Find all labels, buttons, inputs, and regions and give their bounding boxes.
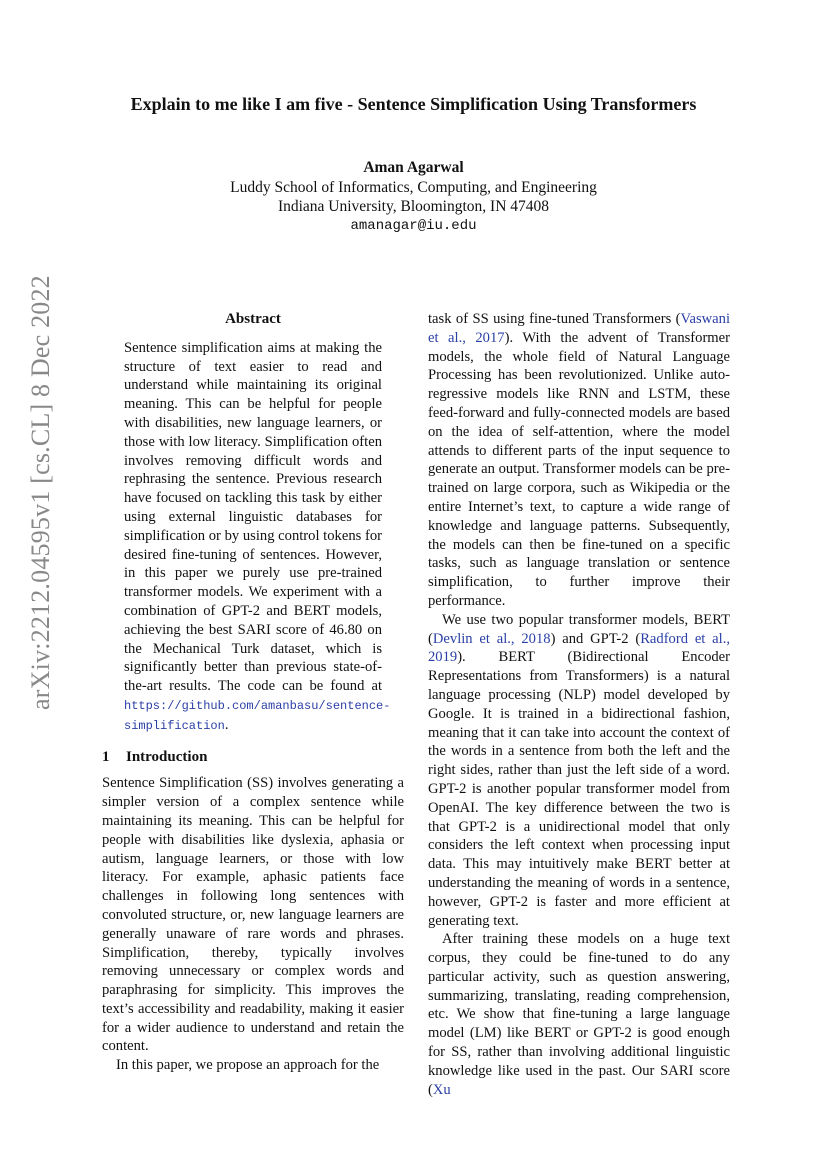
intro-paragraph-2: In this paper, we propose an approach for the <box>116 1057 380 1074</box>
author-block <box>0 158 827 236</box>
right-paragraph-1 <box>428 310 730 611</box>
author-email: amanagar@iu.edu <box>350 217 477 234</box>
section-heading-introduction <box>102 748 404 767</box>
text-span: We use two popular transformer models, BERT ( <box>428 611 730 647</box>
citation-vaswani[interactable]: Vaswani et al., 2017 <box>428 311 730 346</box>
right-column <box>428 310 730 1099</box>
text-span: After training these models on a huge text corpus, they could be fine-tuned to do any particular activity, such as question answering, summarizing, translating, reading comprehension, etc. We show that fine-tuning a large language model (LM) like BERT or GPT-2 is good enough for SS, rather than involving additional linguistic knowledge like used in the past. Our SARI score ( <box>428 931 730 1098</box>
section-number: 1 <box>102 748 110 765</box>
citation-radford[interactable]: Radford et al., 2019 <box>428 630 730 666</box>
text-span: ). BERT (Bidirectional Encoder Representations from Transformers) is a natural language processing (NLP) model developed by Google. It is trained in a bidirectional fashion, meaning that it can take into account the context of the words in a sentence from both the left and the right sides, rather than just the left side of a word. GPT-2 is another popular transformer model from OpenAI. The key difference between the two is that GPT-2 is a unidirectional model that only considers the left context when processing input data. This may intuitively make BERT better at understanding the meaning of words in a sentence, however, GPT-2 is faster and more efficient at generating text. <box>428 649 730 929</box>
left-column <box>102 310 404 1075</box>
author-affiliation-2: Indiana University, Bloomington, IN 47408 <box>277 198 550 215</box>
arxiv-stamp <box>8 275 55 710</box>
paper-title: Explain to me like I am five - Sentence Simplification Using Transformers <box>130 94 697 114</box>
text-span: ) and GPT-2 ( <box>550 630 641 647</box>
abstract-heading: Abstract <box>225 311 281 327</box>
text-span: ). With the advent of Transformer models, the whole field of Natural Language Processing has been revolutionized. Unlike auto-regressive models like RNN and LSTM, these feed-forward and fully-connected models are based on the idea of self-attention, where the model attends to different parts of the input sequence to generate an output. Transformer models can be pre-trained on large corpora, such as Wikipedia or the entire Internet’s text, to capture a wide range of knowledge and language patterns. Subsequently, the models can then be fine-tuned on a specific tasks, such as language translation or sentence simplification, to further improve their performance. <box>428 329 730 609</box>
arxiv-stamp-text: arXiv:2212.04595v1 [cs.CL] 8 Dec 2022 <box>26 275 55 710</box>
right-paragraph-3 <box>428 930 730 1099</box>
section-title: Introduction <box>126 748 208 765</box>
abstract-body <box>124 339 391 736</box>
citation-devlin[interactable]: Devlin et al., 2018 <box>432 630 551 647</box>
citation-xu[interactable]: Xu <box>432 1081 451 1098</box>
text-span: task of SS using fine-tuned Transformers ( <box>428 311 681 327</box>
abstract-text: Sentence simplification aims at making the structure of text easier to read and understand while maintaining its original meaning. This can be helpful for people with disabilities, new language learners, or those with low literacy. Simplification often involves removing difficult words and rephrasing the sentence. Previous research have focused on tackling this task by either using external linguistic databases for simplification or by using control tokens for desired fine-tuning of sentences. However, in this paper we purely use pre-trained transformer models. We experiment with a combination of GPT-2 and BERT models, achieving the best SARI score of 46.80 on the Mechanical Turk dataset, which is significantly better than previous state-of-the-art results. The code can be found at <box>124 339 382 695</box>
author-affiliation-1: Luddy School of Informatics, Computing, and Engineering <box>230 178 597 196</box>
right-paragraph-2 <box>428 611 730 931</box>
intro-paragraph-1: Sentence Simplification (SS) involves generating a simpler version of a complex sentence while maintaining its meaning. This can be helpful for people with disabilities like dyslexia, aphasia or autism, language learners, or those with low literacy. For example, aphasic patients face challenges in following long sentences with convoluted structure, or, new language learners are generally unaware of rare words and phrases. Simplification, thereby, typically involves removing unnecessary or complex words and paraphrasing for simplicity. This improves the text’s accessibility and readability, making it easier for a wider audience to understand and retain the content. <box>102 775 404 1055</box>
author-name: Aman Agarwal <box>363 159 464 176</box>
abstract-end: . <box>224 716 229 733</box>
code-link[interactable]: https://github.com/amanbasu/sentence-simplification <box>124 698 391 733</box>
